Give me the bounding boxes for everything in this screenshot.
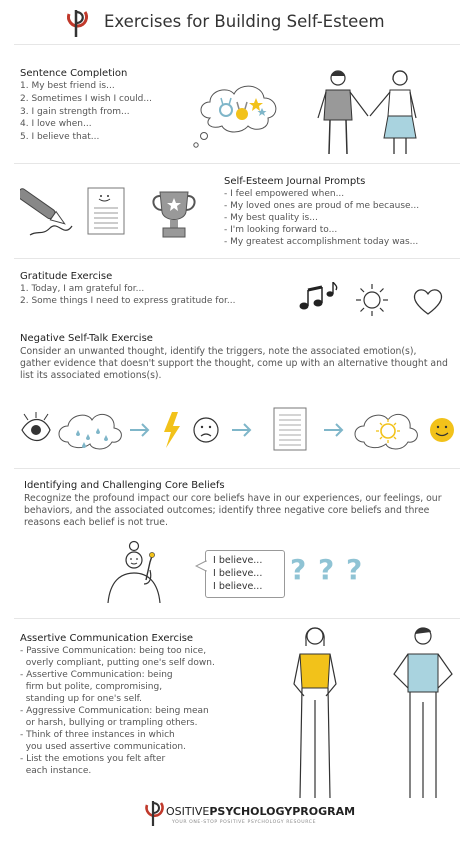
lightning-icon xyxy=(164,412,180,448)
pen-icon xyxy=(20,180,80,242)
negative-self-talk-heading: Negative Self-Talk Exercise xyxy=(20,333,153,344)
assertive-heading: Assertive Communication Exercise xyxy=(20,633,194,644)
sunny-cloud-icon xyxy=(355,414,417,449)
list-item: - I feel empowered when... xyxy=(224,189,345,199)
list-item: - Assertive Communication: being xyxy=(20,670,173,680)
list-item: 3. I gain strength from... xyxy=(20,107,130,117)
logo-icon xyxy=(60,4,94,40)
happy-face-icon xyxy=(430,418,454,442)
list-item: 1. Today, I am grateful for... xyxy=(20,284,145,294)
list-item: overly compliant, putting one's self down. xyxy=(20,658,215,668)
list-item: firm but polite, compromising, xyxy=(20,682,163,692)
thinking-woman-icon xyxy=(104,540,174,604)
sentence-completion-heading: Sentence Completion xyxy=(20,68,128,79)
page-title: Exercises for Building Self-Esteem xyxy=(104,12,385,31)
document-icon xyxy=(274,408,306,450)
list-item: - My best quality is... xyxy=(224,213,318,223)
list-item: - My greatest accomplishment today was... xyxy=(224,237,419,247)
belief-line: I believe... xyxy=(213,568,263,579)
arrow-icon xyxy=(232,424,250,436)
couple-holding-hands-icon xyxy=(310,66,430,156)
brand-part: OSITIVE xyxy=(166,805,210,818)
rain-cloud-icon xyxy=(59,414,121,449)
arrow-icon xyxy=(130,424,148,436)
negative-self-talk-text: Consider an unwanted thought, identify the triggers, note the associated emotion(s), gather evidence that doesn't support the thought, come up with an alternative thought and list its associated emotions(s). xyxy=(20,346,448,381)
core-beliefs-heading: Identifying and Challenging Core Beliefs xyxy=(24,480,225,491)
eye-icon xyxy=(22,412,50,441)
list-item: you used assertive communication. xyxy=(20,742,186,752)
speech-bubble-tail xyxy=(195,560,207,572)
list-item: - Passive Communication: being too nice, xyxy=(20,646,207,656)
thought-cloud-icon xyxy=(188,72,288,152)
belief-line: I believe... xyxy=(213,581,263,592)
sun-icon xyxy=(354,282,390,318)
brand-part: PROGRAM xyxy=(292,805,356,818)
list-item: each instance. xyxy=(20,766,92,776)
list-item: 2. Sometimes I wish I could... xyxy=(20,94,152,104)
list-item: 4. I love when... xyxy=(20,119,92,129)
music-notes-icon xyxy=(296,282,338,316)
belief-speech-bubble xyxy=(205,550,285,598)
arrow-icon xyxy=(324,424,342,436)
list-item: - Think of three instances in which xyxy=(20,730,175,740)
woman-standing-icon xyxy=(282,622,348,800)
journal-prompts-heading: Self-Esteem Journal Prompts xyxy=(224,176,366,187)
brand-tagline: YOUR ONE-STOP POSITIVE PSYCHOLOGY RESOURCE xyxy=(172,820,317,825)
brand-name xyxy=(166,805,355,818)
trophy-icon xyxy=(148,188,200,240)
logo-icon xyxy=(140,796,168,828)
list-item: - List the emotions you felt after xyxy=(20,754,166,764)
question-mark: ? xyxy=(346,553,363,586)
list-item: - I'm looking forward to... xyxy=(224,225,338,235)
list-item: standing up for one's self. xyxy=(20,694,143,704)
list-item: - Aggressive Communication: being mean xyxy=(20,706,209,716)
heart-icon xyxy=(412,288,444,316)
list-item: or harsh, bullying or trampling others. xyxy=(20,718,198,728)
core-beliefs-text: Recognize the profound impact our core beliefs have in our experiences, our feelings, our behaviors, and the associated outcomes; identify three negative core beliefs and three reasons each belief is not true. xyxy=(24,493,442,528)
question-mark: ? xyxy=(290,553,307,586)
list-item: - My loved ones are proud of me because... xyxy=(224,201,420,211)
journal-page-icon xyxy=(86,186,126,236)
man-standing-icon xyxy=(386,622,460,800)
negative-self-talk-flow xyxy=(18,402,458,458)
brand-part: PSYCHOLOGY xyxy=(209,805,293,818)
question-mark: ? xyxy=(318,553,335,586)
list-item: 5. I believe that... xyxy=(20,132,100,142)
sad-face-icon xyxy=(194,418,218,442)
list-item: 2. Some things I need to express gratitude for... xyxy=(20,296,236,306)
list-item: 1. My best friend is... xyxy=(20,81,115,91)
gratitude-heading: Gratitude Exercise xyxy=(20,271,113,282)
belief-line: I believe... xyxy=(213,555,263,566)
